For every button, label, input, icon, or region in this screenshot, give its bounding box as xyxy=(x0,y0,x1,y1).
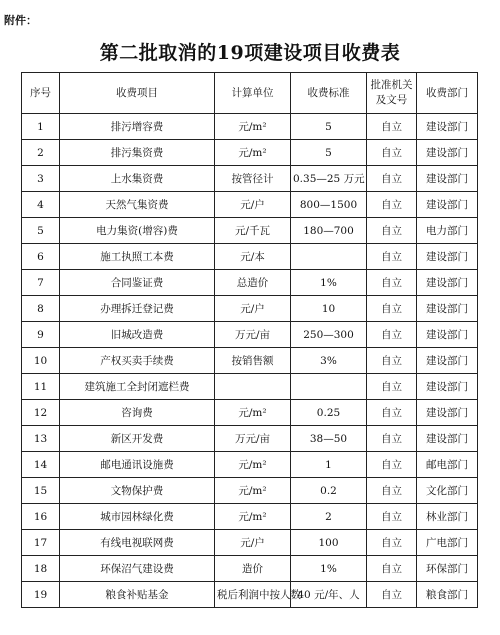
row-dept: 建设部门 xyxy=(417,374,478,400)
row-no: 14 xyxy=(22,452,60,478)
row-standard: 10 xyxy=(291,296,367,322)
table-row xyxy=(22,114,478,140)
row-item: 电力集资(增容)费 xyxy=(60,218,215,244)
row-no: 19 xyxy=(22,582,60,608)
row-item: 邮电通讯设施费 xyxy=(60,452,215,478)
row-dept: 文化部门 xyxy=(417,478,478,504)
row-item: 产权买卖手续费 xyxy=(60,348,215,374)
row-dept: 建设部门 xyxy=(417,114,478,140)
table-row xyxy=(22,452,478,478)
row-no: 7 xyxy=(22,270,60,296)
header-unit: 计算单位 xyxy=(215,73,291,114)
row-approval: 自立 xyxy=(367,322,417,348)
table-header-row xyxy=(22,73,478,114)
row-unit: 税后利润中按人数 xyxy=(215,582,291,608)
row-unit: 元/m² xyxy=(215,478,291,504)
row-item: 旧城改造费 xyxy=(60,322,215,348)
row-standard: 0.2 xyxy=(291,478,367,504)
row-standard: 5 xyxy=(291,114,367,140)
row-standard xyxy=(291,244,367,270)
row-dept: 建设部门 xyxy=(417,140,478,166)
row-unit: 元/m² xyxy=(215,114,291,140)
row-item: 办理拆迁登记费 xyxy=(60,296,215,322)
row-item: 有线电视联网费 xyxy=(60,530,215,556)
row-no: 10 xyxy=(22,348,60,374)
row-unit: 万元/亩 xyxy=(215,426,291,452)
row-no: 9 xyxy=(22,322,60,348)
row-standard: 1 xyxy=(291,452,367,478)
row-approval: 自立 xyxy=(367,478,417,504)
row-approval: 自立 xyxy=(367,140,417,166)
row-approval: 自立 xyxy=(367,400,417,426)
row-dept: 建设部门 xyxy=(417,166,478,192)
row-item: 排污集资费 xyxy=(60,140,215,166)
table-row xyxy=(22,374,478,400)
row-standard: 250—300 xyxy=(291,322,367,348)
row-approval: 自立 xyxy=(367,452,417,478)
row-no: 16 xyxy=(22,504,60,530)
row-dept: 环保部门 xyxy=(417,556,478,582)
table-row xyxy=(22,504,478,530)
row-approval: 自立 xyxy=(367,556,417,582)
row-no: 13 xyxy=(22,426,60,452)
table-row xyxy=(22,270,478,296)
attachment-label: 附件： xyxy=(4,14,37,27)
row-unit: 元/m² xyxy=(215,400,291,426)
row-item: 合同鉴证费 xyxy=(60,270,215,296)
row-standard: 180—700 xyxy=(291,218,367,244)
row-standard: 3% xyxy=(291,348,367,374)
row-standard: 38—50 xyxy=(291,426,367,452)
row-approval: 自立 xyxy=(367,270,417,296)
row-unit: 造价 xyxy=(215,556,291,582)
row-unit: 元/m² xyxy=(215,452,291,478)
row-item: 粮食补贴基金 xyxy=(60,582,215,608)
row-unit: 万元/亩 xyxy=(215,322,291,348)
row-item: 施工执照工本费 xyxy=(60,244,215,270)
row-unit xyxy=(215,374,291,400)
row-dept: 建设部门 xyxy=(417,322,478,348)
row-item: 排污增容费 xyxy=(60,114,215,140)
row-item: 文物保护费 xyxy=(60,478,215,504)
row-item: 环保沼气建设费 xyxy=(60,556,215,582)
row-standard: 1% xyxy=(291,556,367,582)
row-no: 18 xyxy=(22,556,60,582)
row-approval: 自立 xyxy=(367,114,417,140)
row-unit: 元/户 xyxy=(215,192,291,218)
header-dept: 收费部门 xyxy=(417,73,478,114)
row-approval: 自立 xyxy=(367,244,417,270)
row-item: 咨询费 xyxy=(60,400,215,426)
row-approval: 自立 xyxy=(367,582,417,608)
row-unit: 按管径计 xyxy=(215,166,291,192)
row-no: 2 xyxy=(22,140,60,166)
row-dept: 建设部门 xyxy=(417,192,478,218)
row-dept: 电力部门 xyxy=(417,218,478,244)
row-unit: 元/户 xyxy=(215,296,291,322)
table-row xyxy=(22,556,478,582)
row-unit: 元/户 xyxy=(215,530,291,556)
row-unit: 元/本 xyxy=(215,244,291,270)
row-approval: 自立 xyxy=(367,296,417,322)
table-row xyxy=(22,244,478,270)
row-no: 15 xyxy=(22,478,60,504)
table-row xyxy=(22,400,478,426)
row-item: 建筑施工全封闭遮栏费 xyxy=(60,374,215,400)
table-row xyxy=(22,140,478,166)
row-unit: 总造价 xyxy=(215,270,291,296)
page-title: 第二批取消的19项建设项目收费表 xyxy=(99,42,401,64)
table-row xyxy=(22,192,478,218)
row-standard: 800—1500 xyxy=(291,192,367,218)
row-standard: 100 xyxy=(291,530,367,556)
row-standard: 40 元/年、人 xyxy=(291,582,367,608)
row-approval: 自立 xyxy=(367,504,417,530)
table-row xyxy=(22,322,478,348)
row-dept: 建设部门 xyxy=(417,400,478,426)
row-dept: 建设部门 xyxy=(417,244,478,270)
table-row xyxy=(22,426,478,452)
row-unit: 按销售额 xyxy=(215,348,291,374)
header-no: 序号 xyxy=(22,73,60,114)
row-approval: 自立 xyxy=(367,192,417,218)
row-approval: 自立 xyxy=(367,166,417,192)
row-unit: 元/千瓦 xyxy=(215,218,291,244)
row-standard: 0.25 xyxy=(291,400,367,426)
row-item: 新区开发费 xyxy=(60,426,215,452)
row-dept: 建设部门 xyxy=(417,270,478,296)
row-dept: 林业部门 xyxy=(417,504,478,530)
row-standard: 0.35—25 万元 xyxy=(291,166,367,192)
row-dept: 建设部门 xyxy=(417,426,478,452)
table-row xyxy=(22,218,478,244)
table-row xyxy=(22,296,478,322)
row-no: 8 xyxy=(22,296,60,322)
row-dept: 广电部门 xyxy=(417,530,478,556)
row-item: 上水集资费 xyxy=(60,166,215,192)
row-dept: 粮食部门 xyxy=(417,582,478,608)
row-approval: 自立 xyxy=(367,218,417,244)
row-dept: 建设部门 xyxy=(417,348,478,374)
row-no: 12 xyxy=(22,400,60,426)
row-dept: 邮电部门 xyxy=(417,452,478,478)
row-no: 5 xyxy=(22,218,60,244)
row-dept: 建设部门 xyxy=(417,296,478,322)
row-standard: 5 xyxy=(291,140,367,166)
row-no: 4 xyxy=(22,192,60,218)
row-no: 17 xyxy=(22,530,60,556)
row-standard: 1% xyxy=(291,270,367,296)
row-no: 6 xyxy=(22,244,60,270)
header-approval: 批准机关及文号 xyxy=(367,73,417,114)
row-standard xyxy=(291,374,367,400)
row-unit: 元/m² xyxy=(215,140,291,166)
table-row xyxy=(22,530,478,556)
row-approval: 自立 xyxy=(367,530,417,556)
fee-table-body xyxy=(22,114,478,608)
row-unit: 元/m² xyxy=(215,504,291,530)
table-row xyxy=(22,348,478,374)
row-item: 城市园林绿化费 xyxy=(60,504,215,530)
row-approval: 自立 xyxy=(367,374,417,400)
header-standard: 收费标准 xyxy=(291,73,367,114)
fee-table xyxy=(21,72,478,608)
row-no: 1 xyxy=(22,114,60,140)
row-approval: 自立 xyxy=(367,348,417,374)
row-no: 3 xyxy=(22,166,60,192)
row-standard: 2 xyxy=(291,504,367,530)
table-row xyxy=(22,166,478,192)
header-item: 收费项目 xyxy=(60,73,215,114)
row-approval: 自立 xyxy=(367,426,417,452)
table-row xyxy=(22,478,478,504)
table-row xyxy=(22,582,478,608)
row-no: 11 xyxy=(22,374,60,400)
row-item: 天然气集资费 xyxy=(60,192,215,218)
